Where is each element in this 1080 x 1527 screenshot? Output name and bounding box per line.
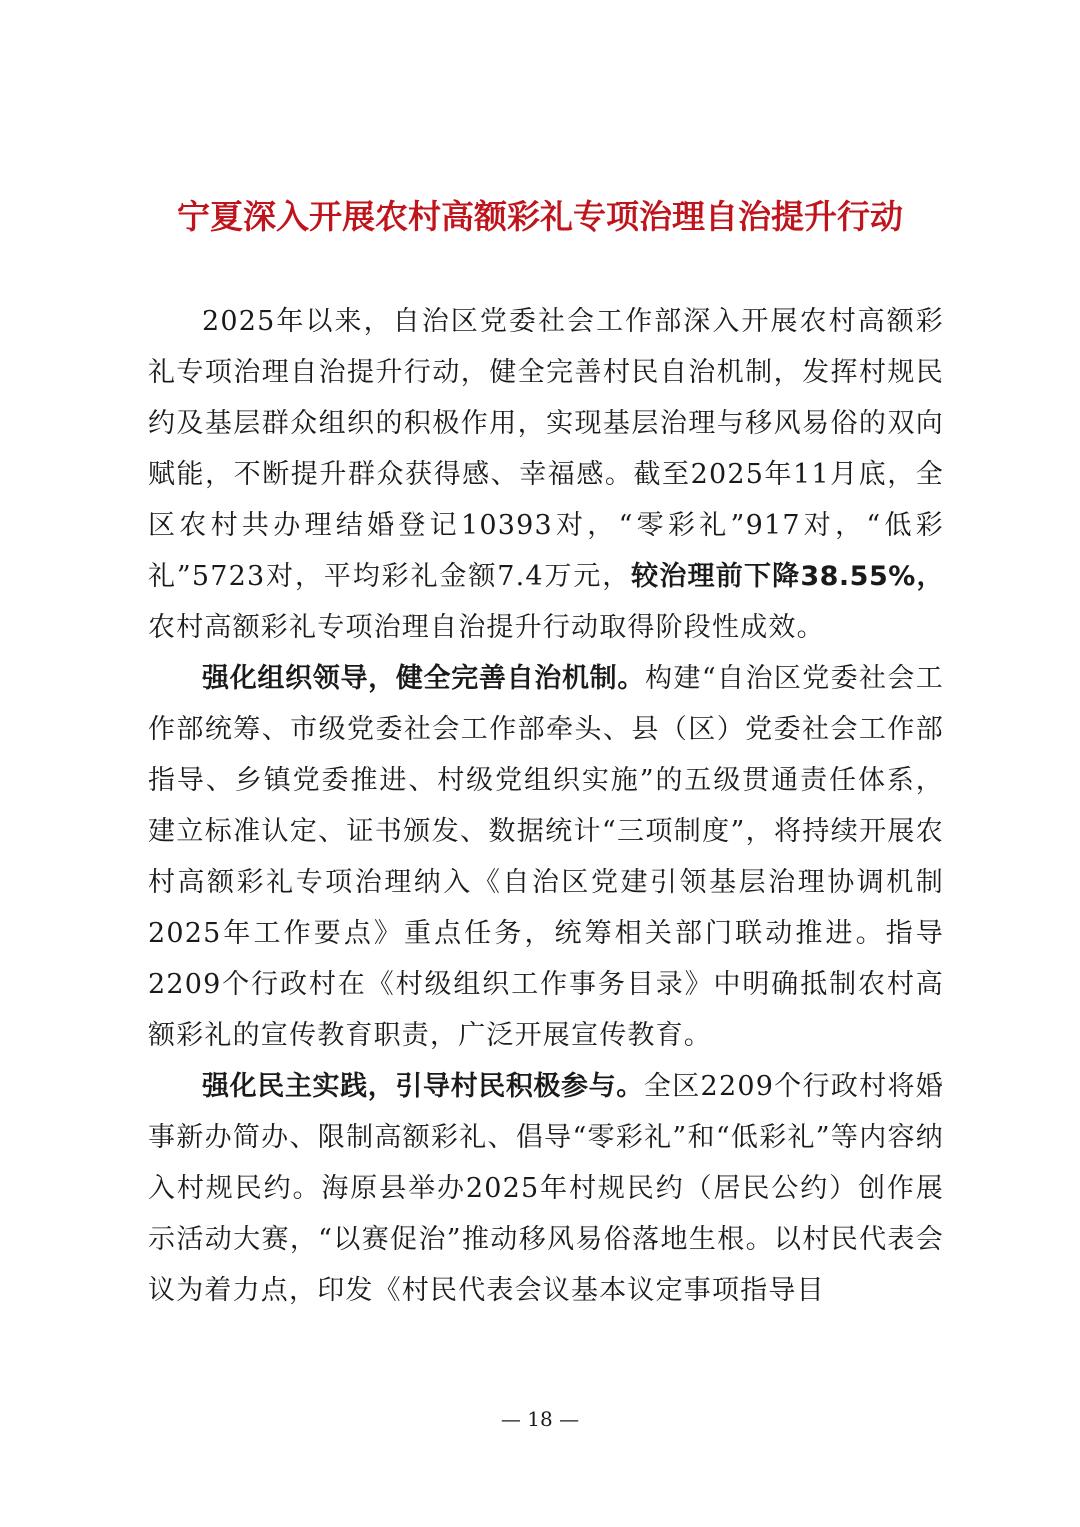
paragraph-text-after: 农村高额彩礼专项治理自治提升行动取得阶段性成效。 xyxy=(148,612,825,643)
paragraph-text: 构建“自治区党委社会工作部统筹、市级党委社会工作部牵头、县（区）党委社会工作部指导、乡镇党委推进、村级党组织实施”的五级贯通责任体系，建立标准认定、证书颁发、数据统计“三项制度”，将持续开展农村高额彩礼专项治理纳入《自治区党建引领基层治理协调机制2025年工作要点》重点任务，统筹相关部门联动推进。指导2209个行政村在《村级组织工作事务目录》中明确抵制农村高额彩礼的宣传教育职责，广泛开展宣传教育。 xyxy=(148,663,944,1051)
document-title: 宁夏深入开展农村高额彩礼专项治理自治提升行动 xyxy=(177,197,903,236)
paragraph-lead: 强化民主实践，引导村民积极参与。 xyxy=(202,1071,644,1102)
document-body xyxy=(148,296,944,1316)
page-number: — 18 — xyxy=(500,1407,580,1431)
paragraph-democracy xyxy=(148,1061,944,1316)
paragraph-lead: 强化组织领导，健全完善自治机制。 xyxy=(202,663,646,694)
paragraph-intro xyxy=(148,296,944,653)
paragraph-organization xyxy=(148,653,944,1061)
paragraph-emphasis: 较治理前下降38.55%， xyxy=(631,561,944,592)
paragraph-text: 全区2209个行政村将婚事新办简办、限制高额彩礼、倡导“零彩礼”和“低彩礼”等内容纳入村规民约。海原县举办2025年村规民约（居民公约）创作展示活动大赛，“以赛促治”推动移风易俗落地生根。以村民代表会议为着力点，印发《村民代表会议基本议定事项指导目 xyxy=(148,1071,944,1306)
paragraph-text: 2025年以来，自治区党委社会工作部深入开展农村高额彩礼专项治理自治提升行动，健全完善村民自治机制，发挥村规民约及基层群众组织的积极作用，实现基层治理与移风易俗的双向赋能，不断提升群众获得感、幸福感。截至2025年11月底，全区农村共办理结婚登记10393对，“零彩礼”917对，“低彩礼”5723对，平均彩礼金额7.4万元， xyxy=(148,306,944,592)
